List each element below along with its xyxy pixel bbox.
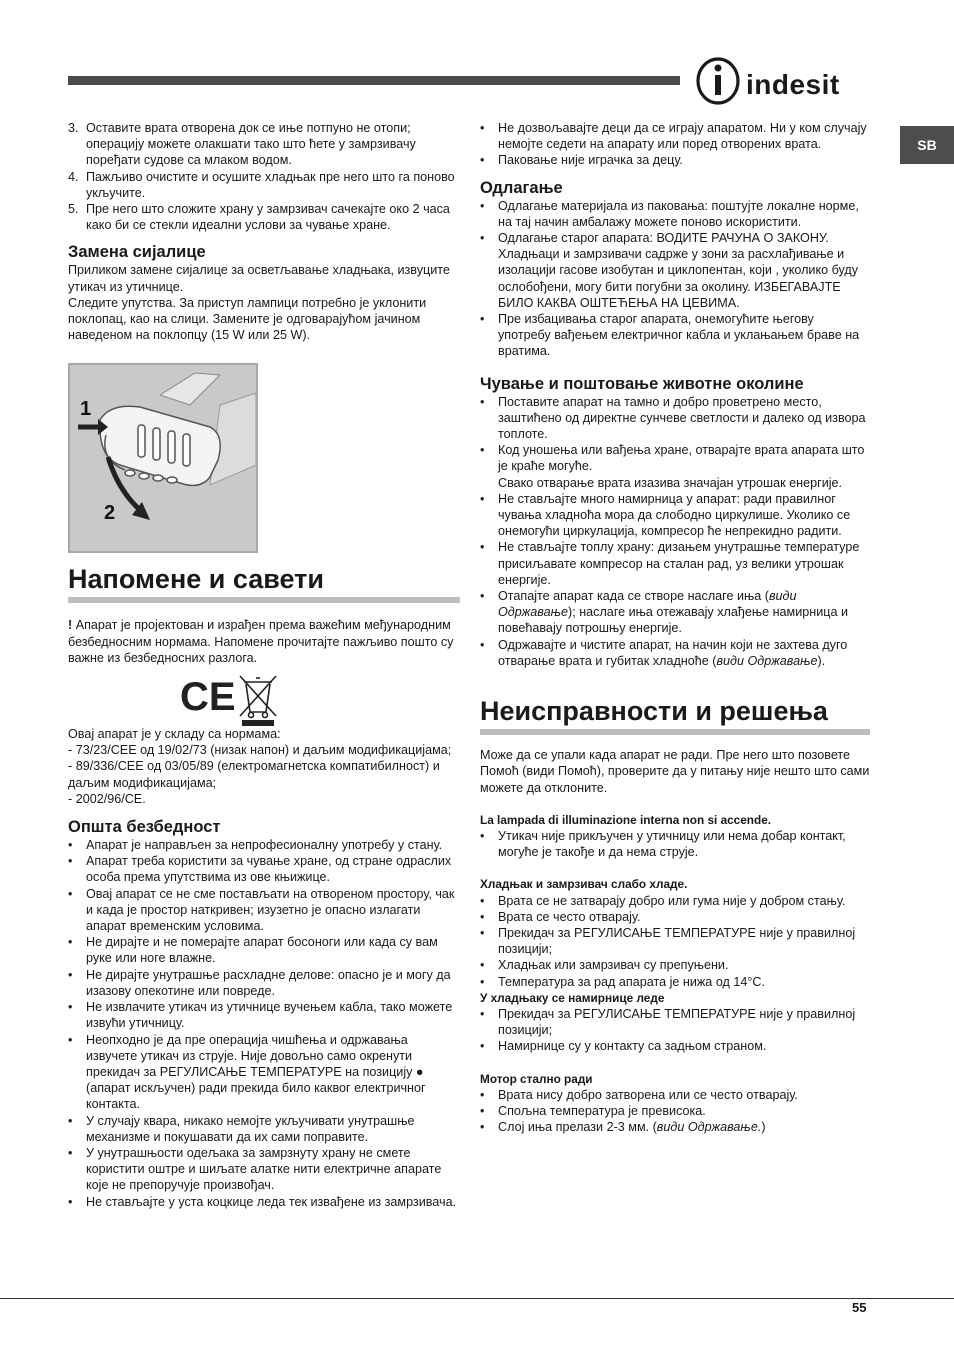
list-item	[68, 934, 460, 966]
safety-list	[68, 837, 460, 1210]
list-item-text: Спољна температура је превисока.	[498, 1103, 706, 1118]
safety-title: Општа безбедност	[68, 818, 221, 837]
bullet-icon: •	[480, 198, 485, 213]
faults-title: Неисправности и решења	[480, 695, 870, 735]
bullet-icon: •	[68, 1113, 73, 1128]
list-item-text: Прекидач за РЕГУЛИСАЊЕ ТЕМПЕРАТУРЕ није у правилној позицији;	[498, 925, 856, 957]
bullet-icon: •	[480, 394, 485, 409]
list-item	[480, 925, 870, 957]
compliance-line: - 73/23/CEE од 19/02/73 (низак напон) и даљим модификацијама;	[68, 743, 452, 758]
list-item: • Слој иња прелази 2-3 мм. (види Одржавање.)	[480, 1120, 766, 1135]
page-number: 55	[852, 1300, 867, 1315]
compliance-list	[68, 726, 460, 807]
bullet-icon: •	[480, 312, 485, 327]
bullet-icon: •	[68, 838, 73, 853]
header-bar	[68, 76, 680, 85]
step-item	[68, 120, 460, 169]
list-item-text: Код уношења или вађења хране, отварајте врата апарата што је краће могуће. Свако отварање врата изазива значајан утрошак енергије.	[498, 443, 865, 490]
indesit-logo	[694, 56, 870, 106]
list-item	[480, 491, 870, 540]
step-item	[68, 169, 460, 201]
list-item	[480, 1087, 870, 1103]
bullet-icon: •	[68, 967, 73, 982]
compliance-line: - 2002/96/CE.	[68, 791, 146, 806]
list-item-text: У унутрашњости одељака за замрзнуту храну не смете користити оштре и шиљате алатке нити електричне апарате које не препоручује произвођач.	[86, 1145, 442, 1193]
step-number: 3.	[68, 121, 79, 135]
list-item-text: Не стављајте у уста коцкице леда тек извађене из замрзивача.	[86, 1194, 457, 1209]
list-item: • Отапајте апарат када се створе наслаге иња (види Одржавање); наслаге иња отежавају хлађење намирница и повећавају потрошњу енергије.	[480, 589, 848, 636]
freezing-fault-list	[480, 1006, 870, 1055]
bullet-icon: •	[68, 886, 73, 901]
list-item-text: Апарат је направљен за непрофесионалну употребу у стану.	[86, 838, 443, 853]
list-item	[480, 1103, 870, 1119]
list-item	[68, 967, 460, 999]
list-item	[480, 394, 870, 443]
bullet-icon: •	[68, 1000, 73, 1015]
environment-list	[480, 394, 870, 588]
bulb-paragraph-2: Следите упутства. За приступ лампици потребно је уклонити поклопац, као на слици. Замените је одговарајућом јачином наведеном на поклопцу (15 W или 25 W).	[68, 295, 427, 343]
lamp-fault-title: La lampada di illuminazione interna non si accende.	[480, 812, 772, 827]
list-item	[68, 1145, 460, 1194]
list-item	[68, 1113, 460, 1145]
list-item	[480, 311, 870, 360]
cooling-fault-list	[480, 893, 870, 990]
step-text: Оставите врата отворена док се иње потпуно не отопи; операцију можете олакшати тако што ћете у замрзивачу поређати судове са млаком водом.	[86, 121, 416, 168]
ce-mark: CE	[180, 675, 236, 720]
list-item: • Одржавајте и чистите апарат, на начин који не захтева дуго отварање врата и губитак хладноће (види Одржавање).	[480, 637, 848, 668]
bullet-icon: •	[480, 153, 485, 168]
step-number: 4.	[68, 169, 79, 184]
warning-text: Апарат је пројектован и израђен према важећим међународним безбедносним нормама. Напомене прочитајте пажљиво пошто су важне из безбедносних разлога.	[68, 618, 454, 665]
footer-rule	[0, 1298, 954, 1299]
bullet-icon: •	[480, 1103, 485, 1118]
compliance-line: Овај апарат је у складу са нормама:	[68, 727, 281, 742]
list-item-text: Температура за рад апарата је нижа од 14°C.	[498, 974, 766, 989]
list-item-text: Не дирајте и не померајте апарат босоноги или када су вам руке или ноге влажне.	[86, 935, 438, 966]
list-item-text: Овај апарат се не сме постављати на отвореном простору, чак и када је простор наткривен; изузетно је опасно излагати апарат временским условима.	[86, 886, 455, 934]
ce-weee-icon	[180, 668, 280, 728]
figure-label-2: 2	[104, 502, 116, 525]
child-safety-list	[480, 120, 870, 169]
list-item-text: Врата се често отварају.	[498, 909, 641, 924]
warning-paragraph	[68, 617, 460, 666]
list-item	[480, 120, 870, 152]
list-item	[480, 539, 870, 588]
language-tab: SB	[900, 126, 954, 164]
motor-fault-list	[480, 1087, 870, 1119]
list-item	[480, 442, 870, 491]
list-item	[68, 1032, 460, 1113]
list-item	[68, 999, 460, 1031]
list-item-text: Не извлачите утикач из утичнице вучењем кабла, тако можете извући утичницу.	[86, 1000, 453, 1031]
bullet-icon: •	[68, 1032, 73, 1047]
bullet-icon: •	[480, 1039, 485, 1054]
list-item-text: Не дозвољавајте деци да се играју апаратом. Ни у ком случају немојте седети на апарату или поред отворених врата.	[498, 121, 867, 152]
list-item	[480, 230, 870, 311]
list-item	[68, 886, 460, 935]
list-item-text: Утикач није прикључен у утичницу или нема добар контакт, могуће је такође и да нема струје.	[498, 828, 846, 860]
left-column	[68, 120, 460, 1210]
list-item	[480, 957, 870, 973]
warning-mark: !	[68, 618, 73, 633]
bullet-icon: •	[480, 925, 485, 940]
list-item	[480, 909, 870, 925]
compliance-line: - 89/336/CEE од 03/05/89 (електромагнетска компатибилност) и даљим модификацијама;	[68, 759, 440, 790]
brand-logo-graphic	[694, 56, 870, 106]
bulb-figure	[68, 363, 258, 553]
list-item-text: Одлагање материјала из паковања: поштујте локалне норме, на тај начин амбалажу можете поново искористити.	[498, 198, 859, 229]
list-item-text: Паковање није играчка за децу.	[498, 153, 683, 168]
list-item	[68, 853, 460, 885]
bulb-paragraph-1: Приликом замене сијалице за осветљавање хладњака, извуците утикач из утичнице.	[68, 263, 450, 294]
bullet-icon: •	[480, 828, 485, 843]
list-item-text: Не стављајте топлу храну: дизањем унутрашње температуре присиљавате компресор на сталан рад, уз велики утрошак енергије.	[498, 540, 860, 587]
disposal-title: Одлагање	[480, 178, 563, 197]
freezing-fault-title: У хладњаку се намирнице леде	[480, 990, 665, 1005]
list-item-text: Прекидач за РЕГУЛИСАЊЕ ТЕМПЕРАТУРЕ није у правилној позицији;	[498, 1006, 856, 1038]
list-item	[480, 893, 870, 909]
disposal-list	[480, 198, 870, 360]
list-item-text: Апарат треба користити за чување хране, од стране одраслих особа према упутствима из ове књижице.	[86, 854, 452, 885]
bullet-icon: •	[480, 443, 485, 458]
list-item	[480, 828, 870, 860]
step-text: Пажљиво очистите и осушите хладњак пре него што га поново укључите.	[86, 169, 455, 200]
bullet-icon: •	[480, 231, 485, 246]
list-item	[480, 152, 870, 168]
bullet-icon: •	[480, 1006, 485, 1021]
list-item-text: Врата нису добро затворена или се често отварају.	[498, 1087, 798, 1102]
bullet-icon: •	[480, 909, 485, 924]
list-item	[480, 974, 870, 990]
bullet-icon: •	[480, 958, 485, 973]
bulb-title: Замена сијалице	[68, 243, 206, 262]
step-text: Пре него што сложите храну у замрзивач сачекајте око 2 часа како би се стекли идеални услови за чување хране.	[86, 202, 450, 233]
brand-wordmark: indesit	[746, 69, 840, 100]
step-item	[68, 201, 460, 233]
list-item-text: Хладњак или замрзивач су препуњени.	[498, 958, 729, 973]
list-item-text: Пре избацивања старог апарата, онемогућите његову употребу вађењем електричног кабла и уклањањем браве на вратима.	[498, 312, 860, 359]
list-item-text: Не дирајте унутрашње расхладне делове: опасно је и могу да изазову опекотине или повреде.	[86, 967, 451, 998]
right-column	[480, 120, 870, 1135]
bullet-icon: •	[68, 1194, 73, 1209]
list-item-text: Намирнице су у контакту са задњом страном.	[498, 1039, 767, 1054]
list-item	[480, 1006, 870, 1038]
list-item	[68, 837, 460, 853]
list-item	[480, 198, 870, 230]
maintenance-steps	[68, 120, 460, 233]
bullet-icon: •	[480, 491, 485, 506]
faults-intro: Може да се упали када апарат не ради. Пре него што позовете Помоћ (види Помоћ), проверите да у питању није нешто што сами можете да отклоните.	[480, 748, 870, 795]
figure-label-1: 1	[80, 398, 92, 421]
certification-marks	[68, 666, 460, 726]
bullet-icon: •	[68, 854, 73, 869]
list-item-text: Одлагање старог апарата: ВОДИТЕ РАЧУНА О ЗАКОНУ. Хладњаци и замрзивачи садрже у зони за расхлађивање и изолацији гасове изобутан и циклопентан, који , уколико буду ослобођени, могу бити погубни за околину. ИЗБЕГАВАЈТЕ БИЛО КАКВА ОШТЕЋЕЊА НА ЦЕВИМА.	[498, 231, 859, 310]
lamp-fault-list	[480, 828, 870, 860]
environment-title: Чување и поштовање животне околине	[480, 374, 804, 393]
list-item-text: Неопходно је да пре операција чишћења и одржавања извучете утикач из струје. Није довољно само окренути прекидач за РЕГУЛИСАЊЕ ТЕМПЕРАТУРЕ на позицију ● (апарат искључен) ради прекида било каквог електричног контакта.	[86, 1032, 426, 1112]
list-item-text: У случају квара, никако немојте укључивати унутрашње механизме и покушавати да их сами поправите.	[86, 1113, 415, 1144]
list-item-text: Поставите апарат на тамно и добро проветрено место, заштићено од директне сунчеве светлости и далеко од извора топлоте.	[498, 394, 866, 442]
list-item-text: Не стављајте много намирница у апарат: ради правилног чувања хладноћа мора да слободно циркулише. Уколико се онемогући циркулација, компресор ће непрекидно радити.	[498, 491, 851, 539]
step-number: 5.	[68, 202, 79, 217]
list-item	[480, 1038, 870, 1054]
bullet-icon: •	[68, 935, 73, 950]
cooling-fault-title: Хладњак и замрзивач слабо хладе.	[480, 877, 688, 892]
bullet-icon: •	[480, 974, 485, 989]
list-item-text: Врата се не затварају добро или гума није у добром стању.	[498, 893, 846, 908]
motor-fault-title: Мотор стално ради	[480, 1071, 593, 1086]
lamp-cover-illustration	[70, 365, 256, 551]
bullet-icon: •	[68, 1145, 73, 1160]
bullet-icon: •	[480, 1087, 485, 1102]
bullet-icon: •	[480, 121, 485, 135]
bullet-icon: •	[480, 893, 485, 908]
list-item	[68, 1194, 460, 1210]
bullet-icon: •	[480, 540, 485, 555]
notes-title: Напомене и савети	[68, 563, 460, 603]
